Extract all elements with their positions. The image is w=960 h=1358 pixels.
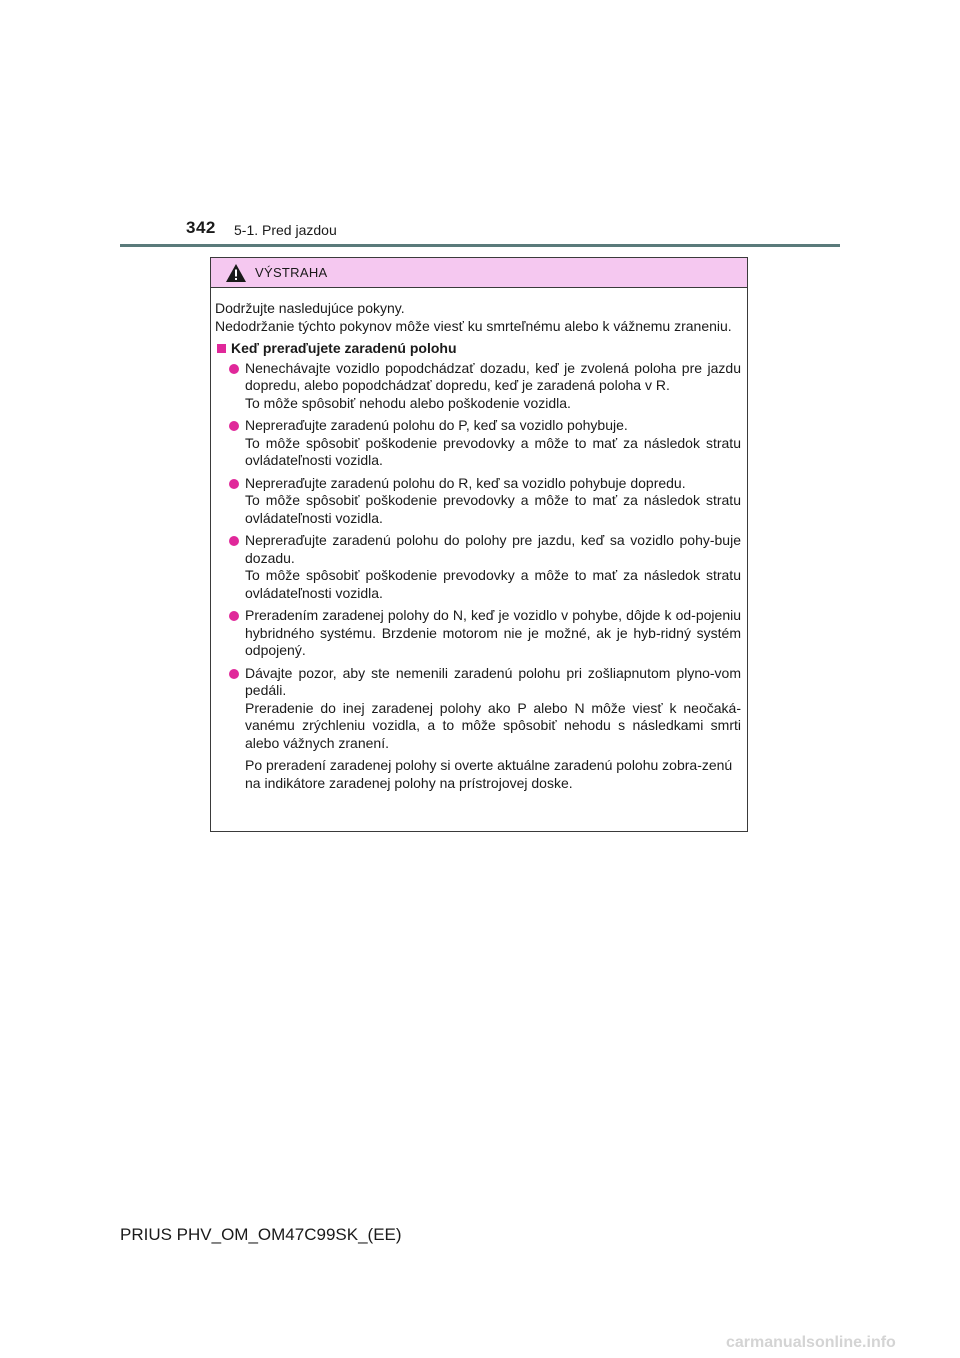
- warning-header: [211, 258, 747, 288]
- bullet-text: Dávajte pozor, aby ste nemenili zaradenú polohu pri zošliapnutom plyno-vom pedáli.: [245, 664, 741, 698]
- circle-bullet-icon: [229, 669, 239, 679]
- warning-body: [211, 288, 747, 792]
- list-item: [215, 417, 741, 470]
- bullet-text: Preradením zaradenej polohy do N, keď je vozidlo v pohybe, dôjde k od-pojeniu hybridného systému. Brzdenie motorom nie je možné, ak je hyb-ridný systém odpojený.: [245, 607, 741, 658]
- list-item: [215, 607, 741, 660]
- subheading: [215, 340, 741, 358]
- bullet-text: Nenechávajte vozidlo popodchádzať dozadu, keď je zvolená poloha pre jazdu dopredu, alebo popodchádzať dopredu, keď je zaradená poloha v R.: [245, 359, 741, 393]
- circle-bullet-icon: [229, 611, 239, 621]
- circle-bullet-icon: [229, 479, 239, 489]
- bullet-text: Preradenie do inej zaradenej polohy ako P alebo N môže viesť k neočaká-vanému zrýchleniu vozidla, a to môže spôsobiť nehodu s následkami smrti alebo vážnych zranení.: [245, 699, 741, 751]
- list-item: [215, 475, 741, 528]
- circle-bullet-icon: [229, 536, 239, 546]
- bullet-text: Nepreraďujte zaradenú polohu do polohy pre jazdu, keď sa vozidlo pohy-buje dozadu.: [245, 532, 741, 566]
- list-item: [215, 360, 741, 413]
- circle-bullet-icon: [229, 421, 239, 431]
- square-bullet-icon: [217, 344, 226, 353]
- intro-text: Dodržujte nasledujúce pokyny.: [215, 300, 405, 316]
- warning-bullet-list: [215, 360, 741, 753]
- bullet-text: To môže spôsobiť nehodu alebo poškodenie vozidla.: [245, 394, 571, 411]
- warning-title: VÝSTRAHA: [255, 265, 328, 280]
- bullet-text: To môže spôsobiť poškodenie prevodovky a môže to mať za následok stratu ovládateľnosti vozidla.: [245, 434, 741, 468]
- bullet-text: To môže spôsobiť poškodenie prevodovky a môže to mať za následok stratu ovládateľnosti vozidla.: [245, 492, 741, 526]
- page-number: 342: [186, 218, 216, 237]
- header-rule: [120, 244, 840, 247]
- bullet-text: Nepreraďujte zaradenú polohu do R, keď sa vozidlo pohybuje dopredu.: [245, 474, 686, 491]
- section-title: 5-1. Pred jazdou: [234, 222, 337, 238]
- circle-bullet-icon: [229, 364, 239, 374]
- list-item: [215, 665, 741, 753]
- warning-triangle-icon: [225, 263, 247, 283]
- bullet-text: To môže spôsobiť poškodenie prevodovky a môže to mať za následok stratu ovládateľnosti vozidla.: [245, 567, 741, 601]
- doc-code: PRIUS PHV_OM_OM47C99SK_(EE): [120, 1225, 402, 1244]
- note-text: Po preradení zaradenej polohy si overte aktuálne zaradenú polohu zobra-zenú na indikátore zaradenej polohy na prístrojovej doske.: [245, 757, 733, 791]
- warning-box: [210, 257, 748, 832]
- list-item: [215, 532, 741, 602]
- bullet-text: Nepreraďujte zaradenú polohu do P, keď sa vozidlo pohybuje.: [245, 417, 628, 433]
- subheading-text: Keď preraďujete zaradenú polohu: [231, 340, 457, 356]
- intro-consequence: Nedodržanie týchto pokynov môže viesť ku smrteľnému alebo k vážnemu zraneniu.: [215, 317, 732, 334]
- watermark[interactable]: carmanualsonline.info: [726, 1334, 896, 1351]
